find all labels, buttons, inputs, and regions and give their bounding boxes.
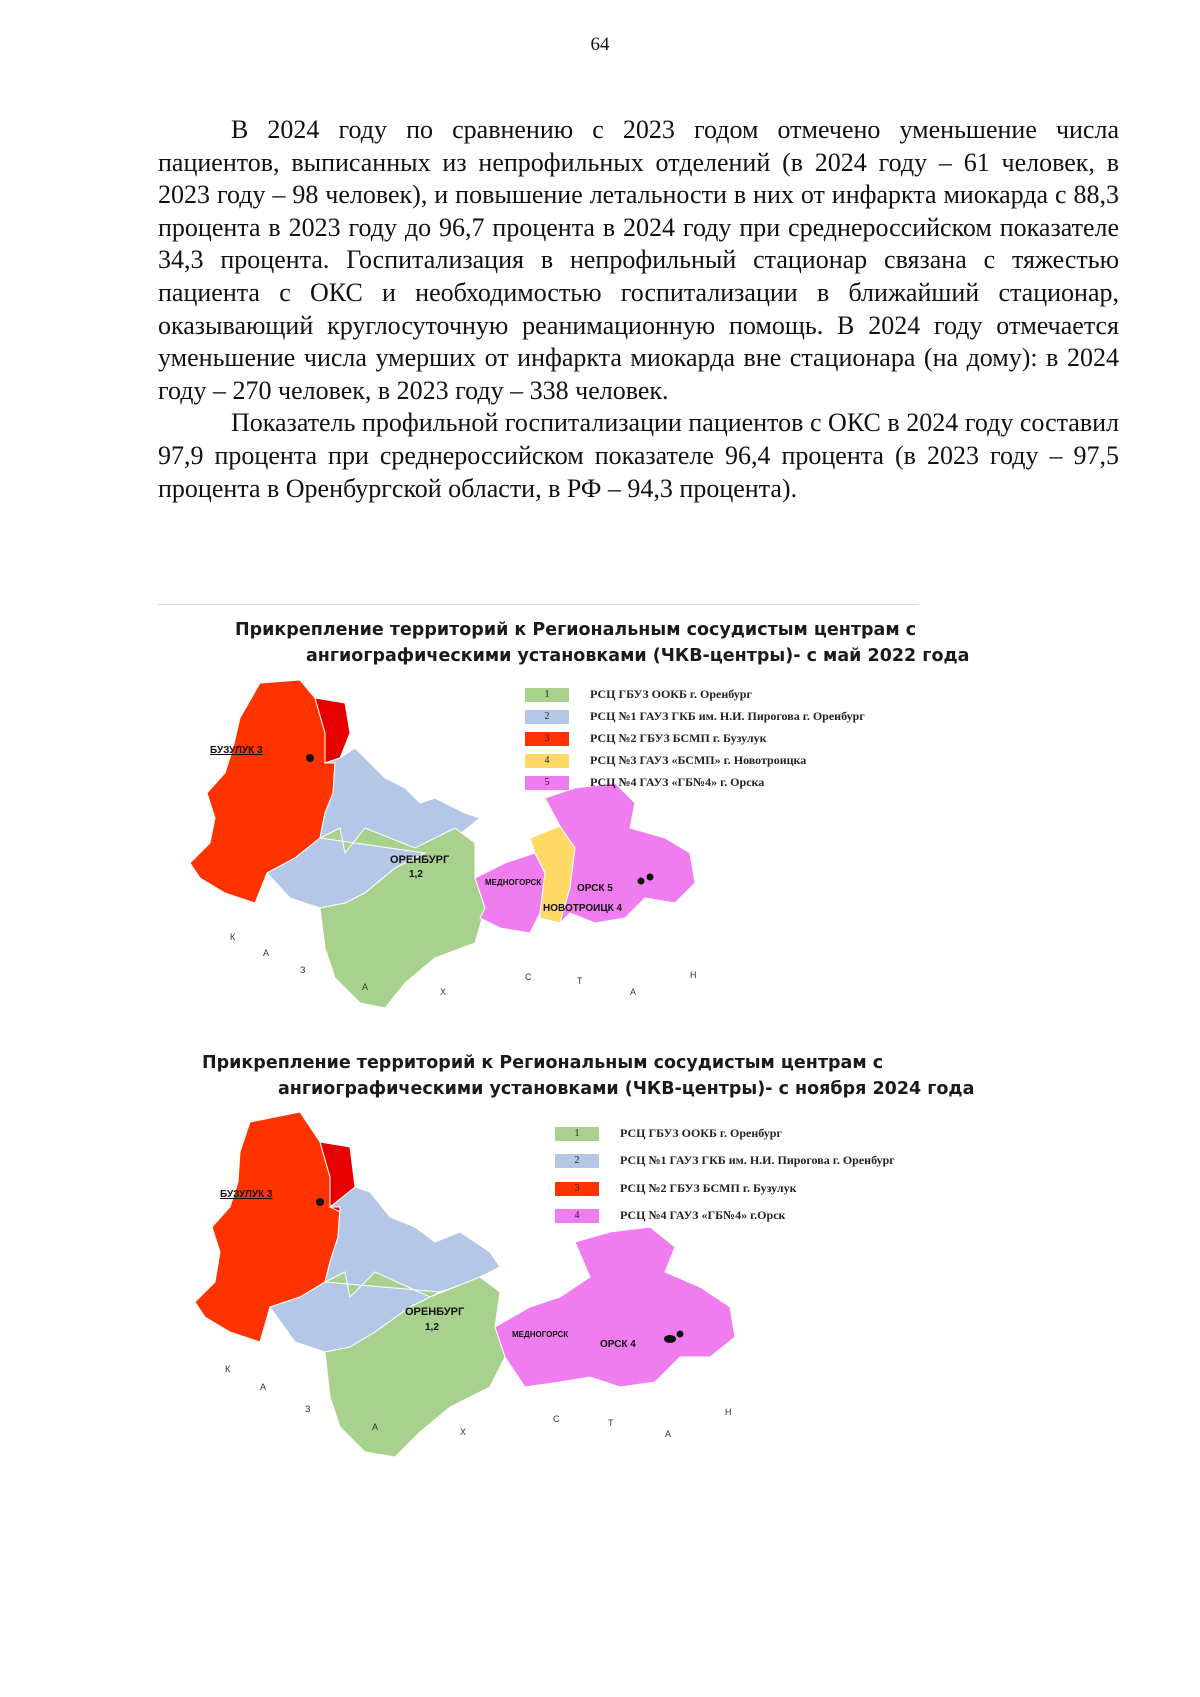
map1-label-mednogorsk: МЕДНОГОРСК [485, 878, 542, 887]
map2-label-orenburg: ОРЕНБУРГ [405, 1306, 465, 1318]
map1-country-letter-7: Т [577, 976, 583, 986]
map1-country-letter-8: А [630, 987, 637, 997]
map2-label-orenburg-num: 1,2 [425, 1322, 439, 1333]
map2-orsk-marker [664, 1335, 676, 1343]
map1-country-letter-2: А [263, 948, 270, 958]
map1-buzuluk-marker [306, 754, 314, 762]
map1-legend-label: РСЦ №2 ГБУЗ БСМП г. Бузулук [590, 731, 767, 745]
map2-legend [555, 1126, 955, 1222]
map1-country-letter-4: А [362, 982, 369, 992]
map1-legend-swatch: 2 [525, 710, 569, 724]
map2-legend-label: РСЦ №1 ГАУЗ ГКБ им. Н.И. Пирогова г. Оренбург [620, 1153, 895, 1167]
map2-country-letter-2: А [260, 1382, 267, 1392]
map1-legend-label: РСЦ №1 ГАУЗ ГКБ им. Н.И. Пирогова г. Оренбург [590, 709, 865, 723]
map1-legend-swatch: 5 [525, 776, 569, 790]
map1-label-buzuluk: БУЗУЛУК 3 [210, 745, 263, 756]
map1-orsk-marker-2 [647, 874, 654, 881]
map1-pink-west-zone [475, 853, 545, 933]
map1-country-letter-3: З [300, 965, 306, 975]
map1-legend-label: РСЦ №3 ГАУЗ «БСМП» г. Новотроицка [590, 753, 807, 767]
map2-label-mednogorsk: МЕДНОГОРСК [512, 1330, 569, 1339]
map1-title-line1: Прикрепление территорий к Региональным сосудистым центрам с [235, 620, 917, 640]
map1-legend-label: РСЦ №4 ГАУЗ «ГБ№4» г. Орска [590, 775, 765, 789]
map1-country-letter-1: К [230, 932, 236, 942]
map2-buzuluk-marker [316, 1198, 324, 1206]
map1-country-letter-5: Х [440, 987, 447, 997]
map2-country-letter-3: З [305, 1404, 311, 1414]
map2-legend-swatch: 1 [555, 1127, 599, 1141]
map1-legend [525, 688, 905, 798]
map2-legend-swatch: 4 [555, 1209, 599, 1223]
map2-country-letter-9: Н [725, 1407, 732, 1417]
map2-legend-swatch: 2 [555, 1154, 599, 1168]
page-number: 64 [590, 34, 610, 55]
map1-label-orenburg: ОРЕНБУРГ [390, 854, 450, 866]
map1-orsk-marker [638, 878, 645, 885]
map2-country-letter-6: С [553, 1414, 560, 1424]
map2-legend-label: РСЦ №4 ГАУЗ «ГБ№4» г.Орск [620, 1208, 786, 1222]
map2-label-orsk: ОРСК 4 [600, 1339, 636, 1350]
map2-country-letter-5: Х [460, 1427, 467, 1437]
map2-title-line2: ангиографическими установками (ЧКВ-центры)- с ноября 2024 года [278, 1079, 975, 1099]
map2-label-buzuluk: БУЗУЛУК 3 [220, 1189, 273, 1200]
map1-legend-swatch: 1 [525, 688, 569, 702]
map2-pink-zone [495, 1227, 735, 1387]
separator-rule [158, 604, 918, 605]
map2-country-letter-7: Т [608, 1418, 614, 1428]
map2-country-letter-1: К [225, 1364, 231, 1374]
map2-legend-label: РСЦ ГБУЗ ООКБ г. Оренбург [620, 1126, 782, 1140]
map1-country-letter-6: С [525, 972, 532, 982]
map1-label-novotroitsk: НОВОТРОИЦК 4 [543, 903, 623, 914]
map1-legend-label: РСЦ ГБУЗ ООКБ г. Оренбург [590, 687, 752, 701]
map1-country-letter-9: Н [690, 970, 697, 980]
map2-country-letter-4: А [372, 1422, 379, 1432]
body-text [158, 114, 1119, 505]
map1-legend-swatch: 3 [525, 732, 569, 746]
map2-orsk-marker-2 [677, 1331, 684, 1338]
map1-label-orsk: ОРСК 5 [577, 883, 613, 894]
map2-title-line1: Прикрепление территорий к Региональным сосудистым центрам с [202, 1053, 884, 1073]
paragraph-2: Показатель профильной госпитализации пациентов с ОКС в 2024 году составил 97,9 процента при среднероссийском показателе 96,4 процента (в 2023 году – 97,5 процента в Оренбургской области, в РФ – 94,3 процента). [158, 408, 1119, 503]
paragraph-1: В 2024 году по сравнению с 2023 годом отмечено уменьшение числа пациентов, выписанных из непрофильных отделений (в 2024 году – 61 человек, в 2023 году – 98 человек), и повышение летальности в них от инфаркта миокарда с 88,3 процента в 2023 году до 96,7 процента в 2024 году при среднероссийском показателе 34,3 процента. Госпитализация в непрофильный стационар связана с тяжестью пациента с ОКС и необходимостью госпитализации в ближайший стационар, оказывающий круглосуточную реанимационную помощь. В 2024 году отмечается уменьшение числа умерших от инфаркта миокарда вне стационара (на дому): в 2024 году – 270 человек, в 2023 году – 338 человек. [158, 115, 1119, 405]
map2-legend-swatch: 3 [555, 1182, 599, 1196]
map2-legend-label: РСЦ №2 ГБУЗ БСМП г. Бузулук [620, 1181, 797, 1195]
map1-title-line2: ангиографическими установками (ЧКВ-центры)- с май 2022 года [306, 646, 970, 666]
map2-country-letter-8: А [665, 1429, 672, 1439]
map1-label-orenburg-num: 1,2 [409, 869, 423, 880]
map1-legend-swatch: 4 [525, 754, 569, 768]
